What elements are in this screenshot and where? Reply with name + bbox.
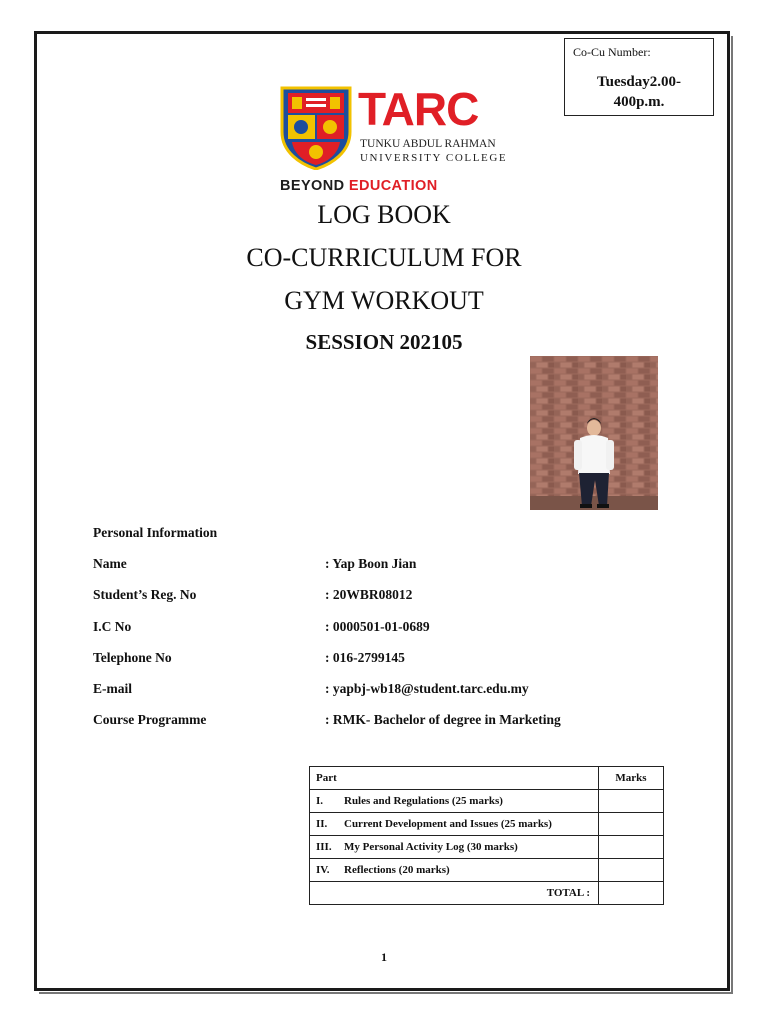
personal-value: : yapbj-wb18@student.tarc.edu.my — [325, 681, 529, 696]
marks-cell — [599, 859, 664, 882]
student-photo — [530, 356, 658, 510]
title-session: SESSION 202105 — [305, 330, 463, 354]
personal-row-course — [93, 712, 653, 730]
personal-label: I.C No — [93, 619, 132, 634]
personal-value: : RMK- Bachelor of degree in Marketing — [325, 712, 561, 727]
personal-label: E-mail — [93, 681, 132, 696]
logo-tagline — [280, 178, 438, 194]
tarc-shield-icon — [280, 86, 352, 170]
table-row — [310, 836, 664, 859]
table-row — [310, 859, 664, 882]
personal-label: Telephone No — [93, 650, 172, 665]
personal-row-ic-no — [93, 619, 653, 637]
title-log-book: LOG BOOK — [317, 200, 451, 229]
table-row-total — [310, 882, 664, 905]
personal-row-name — [93, 556, 653, 574]
table-row — [310, 790, 664, 813]
cocu-number-value: Tuesday2.00-400p.m. — [596, 74, 682, 110]
personal-info-heading: Personal Information — [93, 525, 218, 540]
personal-label: Name — [93, 556, 127, 571]
part-title: Current Development and Issues (25 marks) — [344, 818, 552, 830]
personal-value: : 20WBR08012 — [325, 587, 413, 602]
personal-row-reg-no — [93, 587, 653, 605]
table-row — [310, 813, 664, 836]
total-marks-cell — [599, 882, 664, 905]
marks-table — [309, 766, 664, 905]
tagline-beyond: BEYOND — [280, 178, 349, 194]
university-name-line2: UNIVERSITY COLLEGE — [360, 152, 508, 164]
personal-value: : 016-2799145 — [325, 650, 405, 665]
cocu-number-box — [564, 38, 714, 116]
tagline-education: EDUCATION — [348, 178, 438, 194]
part-title: Rules and Regulations (25 marks) — [344, 795, 503, 807]
title-gym-workout: GYM WORKOUT — [284, 286, 484, 315]
part-number: I. — [316, 795, 324, 807]
university-name-line1: TUNKU ABDUL RAHMAN — [360, 138, 496, 150]
personal-value: : 0000501-01-0689 — [325, 619, 430, 634]
personal-label: Student’s Reg. No — [93, 587, 197, 602]
title-co-curriculum: CO-CURRICULUM FOR — [246, 243, 522, 272]
personal-row-telephone — [93, 650, 653, 668]
total-label: TOTAL : — [310, 882, 599, 905]
marks-cell — [599, 813, 664, 836]
marks-cell — [599, 836, 664, 859]
header-part: Part — [310, 767, 599, 790]
tarc-wordmark: TARC — [358, 83, 479, 135]
cocu-number-label: Co-Cu Number: — [573, 45, 651, 59]
part-number: IV. — [316, 864, 330, 876]
part-title: My Personal Activity Log (30 marks) — [344, 841, 518, 853]
personal-value: : Yap Boon Jian — [325, 556, 417, 571]
marks-table-header — [310, 767, 664, 790]
part-number: III. — [316, 841, 332, 853]
page-number: 1 — [381, 950, 387, 964]
personal-label: Course Programme — [93, 712, 207, 727]
header-marks: Marks — [599, 767, 664, 790]
part-title: Reflections (20 marks) — [344, 864, 450, 876]
tarc-logo — [276, 82, 508, 198]
part-number: II. — [316, 818, 328, 830]
marks-cell — [599, 790, 664, 813]
personal-row-email — [93, 681, 653, 699]
